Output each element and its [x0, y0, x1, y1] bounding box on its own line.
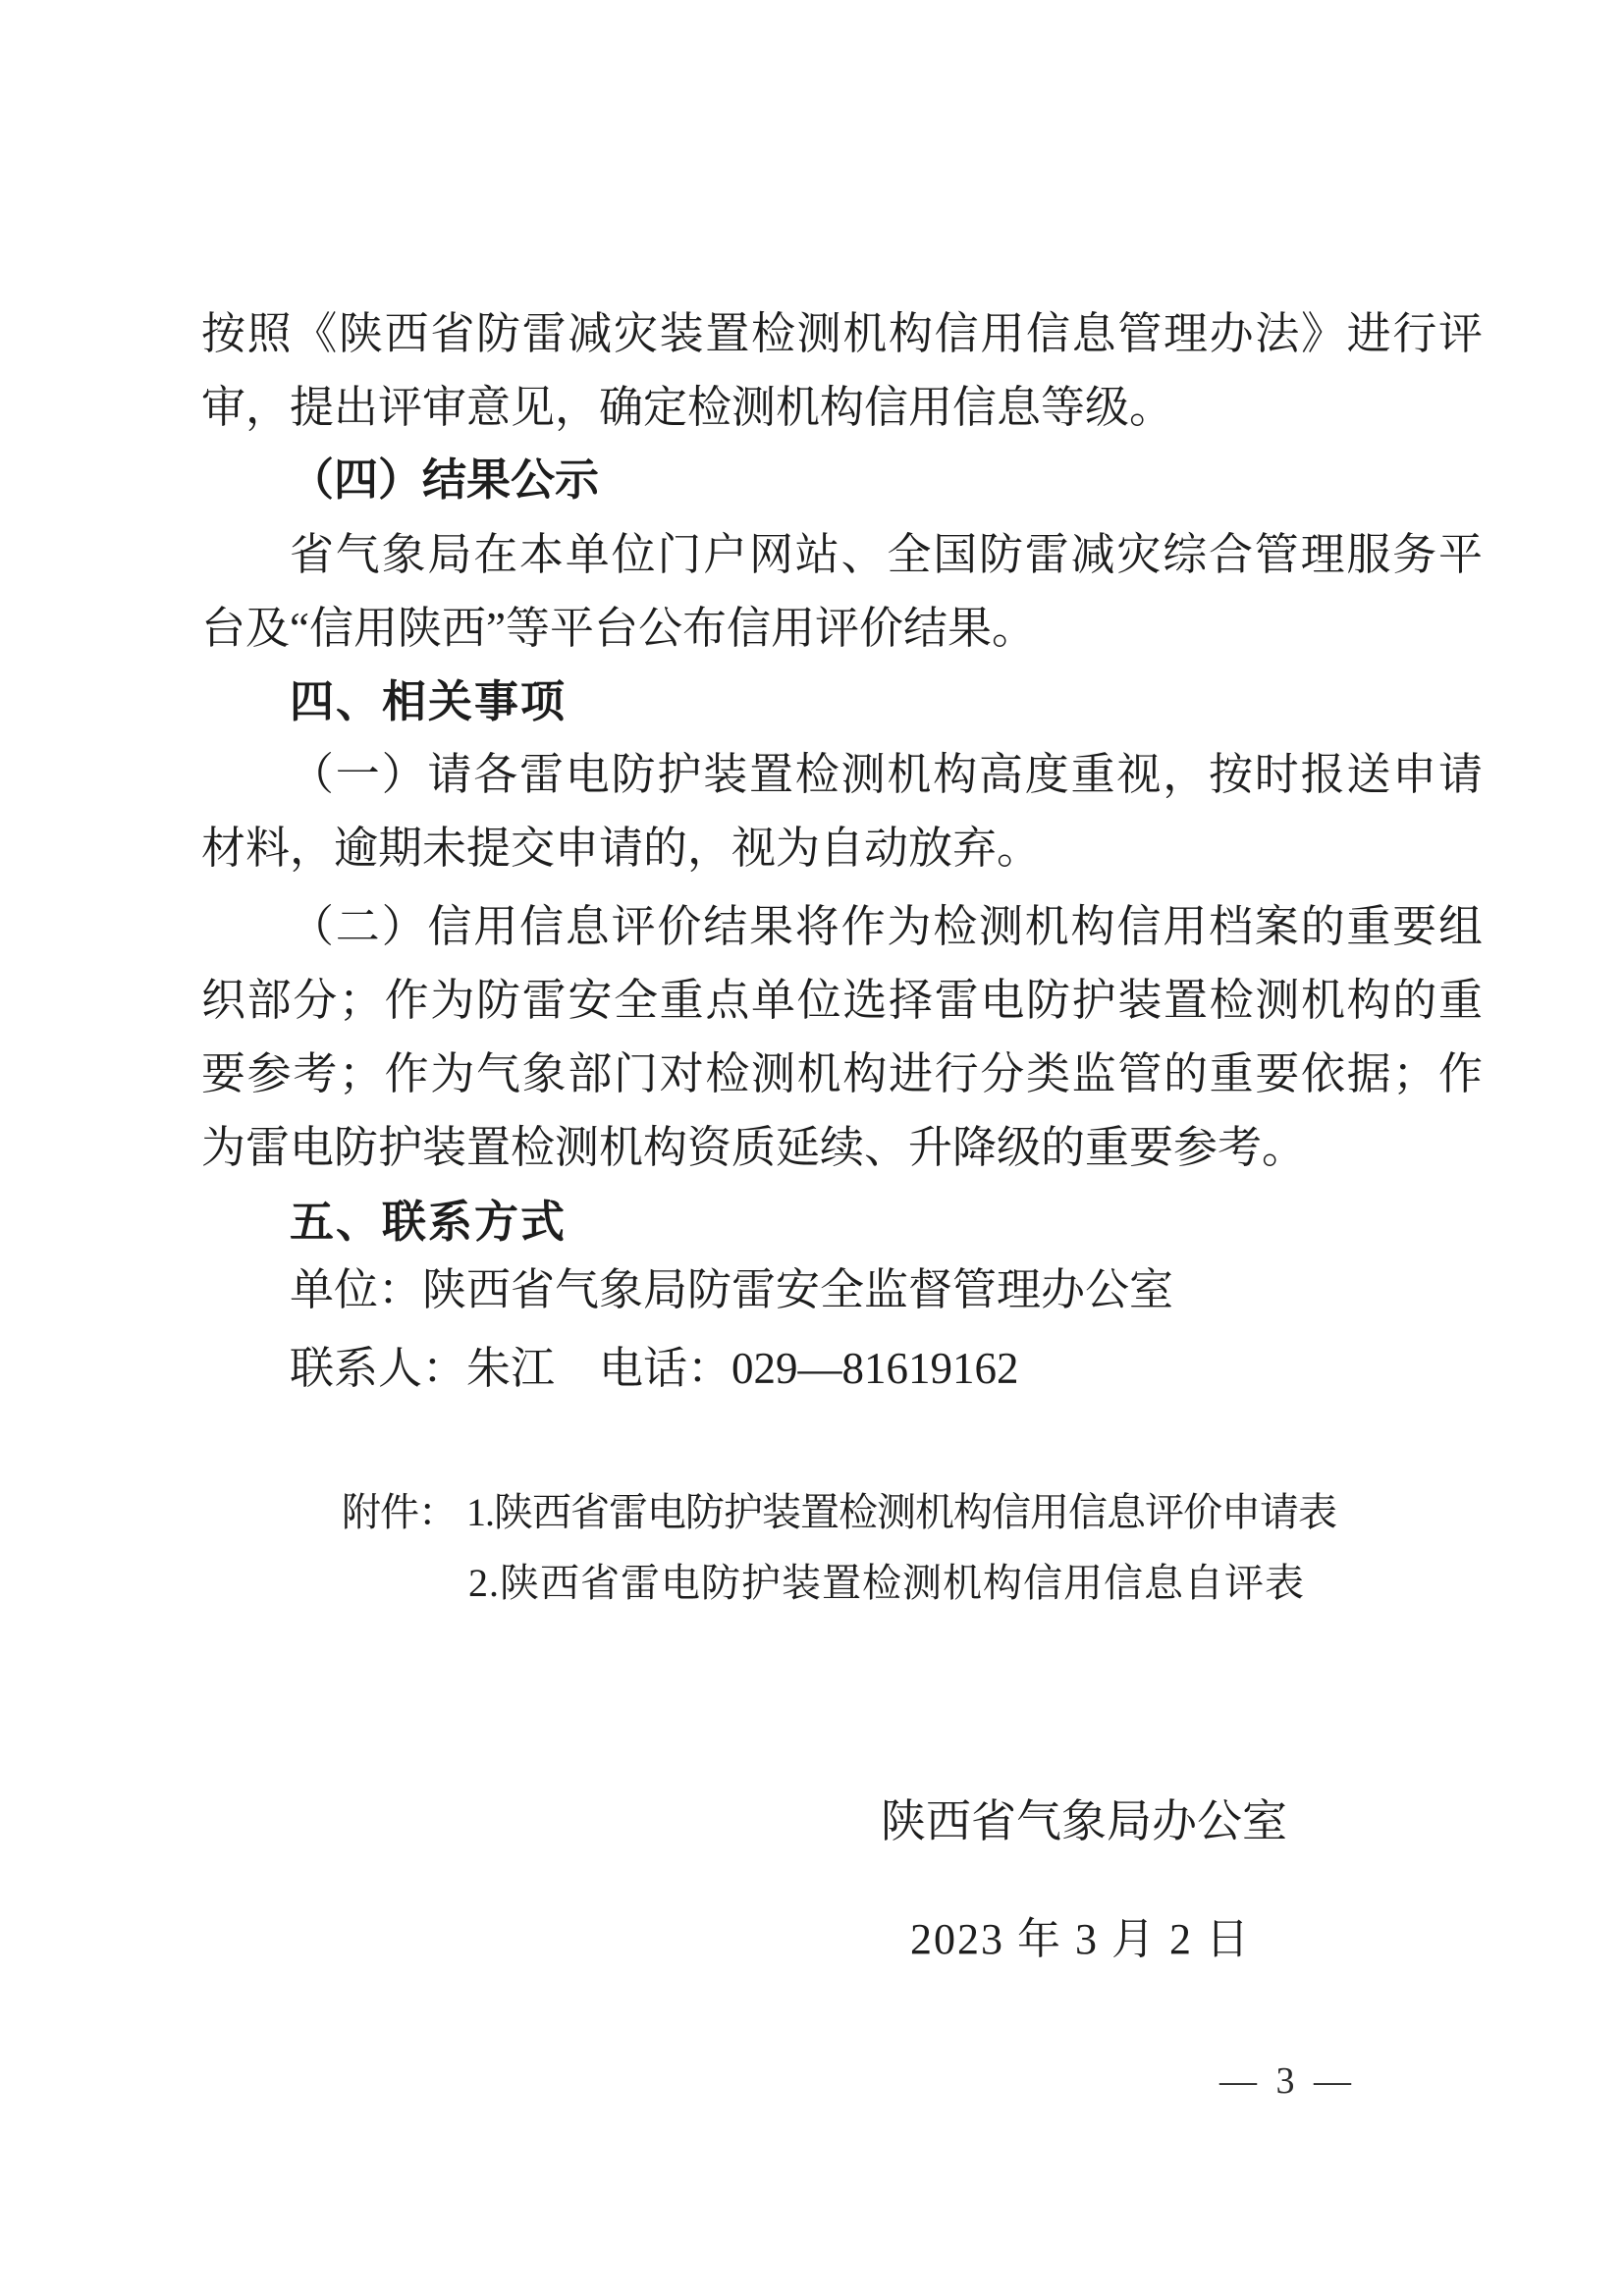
text-line: （二）信用信息评价结果将作为检测机构信用档案的重要组 — [290, 902, 1483, 951]
paragraph-review-process — [201, 297, 1483, 445]
heading-related-matters: 四、相关事项 — [290, 676, 568, 726]
text-line: 为雷电防护装置检测机构资质延续、升降级的重要参考。 — [201, 1123, 1307, 1172]
text-line: 台及“信用陕西”等平台公布信用评价结果。 — [201, 604, 1036, 653]
signature-date: 2023 年 3 月 2 日 — [910, 1915, 1251, 1963]
attachment-item-2: 2.陕西省雷电防护装置检测机构信用信息自评表 — [468, 1561, 1305, 1605]
heading-contact-info: 五、联系方式 — [290, 1197, 568, 1247]
text-line: 织部分；作为防雷安全重点单位选择雷电防护装置检测机构的重 — [201, 976, 1483, 1025]
contact-person-phone-line: 联系人：朱江 电话：029—81619162 — [290, 1344, 1019, 1393]
attachment-item-1: 1.陕西省雷电防护装置检测机构信用信息评价申请表 — [466, 1490, 1336, 1534]
text-line: 材料，逾期未提交申请的，视为自动放弃。 — [201, 824, 1042, 873]
attachments-line-1 — [342, 1477, 1336, 1548]
text-line: 省气象局在本单位门户网站、全国防雷减灾综合管理服务平 — [290, 530, 1483, 579]
attachments-label: 附件： — [342, 1490, 457, 1534]
text-line: （一）请各雷电防护装置检测机构高度重视，按时报送申请 — [290, 750, 1483, 799]
contact-unit-line: 单位：陕西省气象局防雷安全监督管理办公室 — [290, 1265, 1174, 1314]
heading-section-4-results-publicity: （四）结果公示 — [290, 455, 600, 505]
text-line: 要参考；作为气象部门对检测机构进行分类监管的重要依据；作 — [201, 1049, 1483, 1098]
page-number: — 3 — — [1219, 2060, 1356, 2102]
text-line: 审，提出评审意见，确定检测机构信用信息等级。 — [201, 383, 1174, 432]
text-line: 按照《陕西省防雷减灾装置检测机构信用信息管理办法》进行评 — [201, 309, 1483, 358]
paragraph-item-1 — [201, 738, 1483, 885]
paragraph-item-2 — [201, 890, 1483, 1185]
paragraph-results-publication — [201, 518, 1483, 666]
signature-office: 陕西省气象局办公室 — [881, 1796, 1287, 1846]
